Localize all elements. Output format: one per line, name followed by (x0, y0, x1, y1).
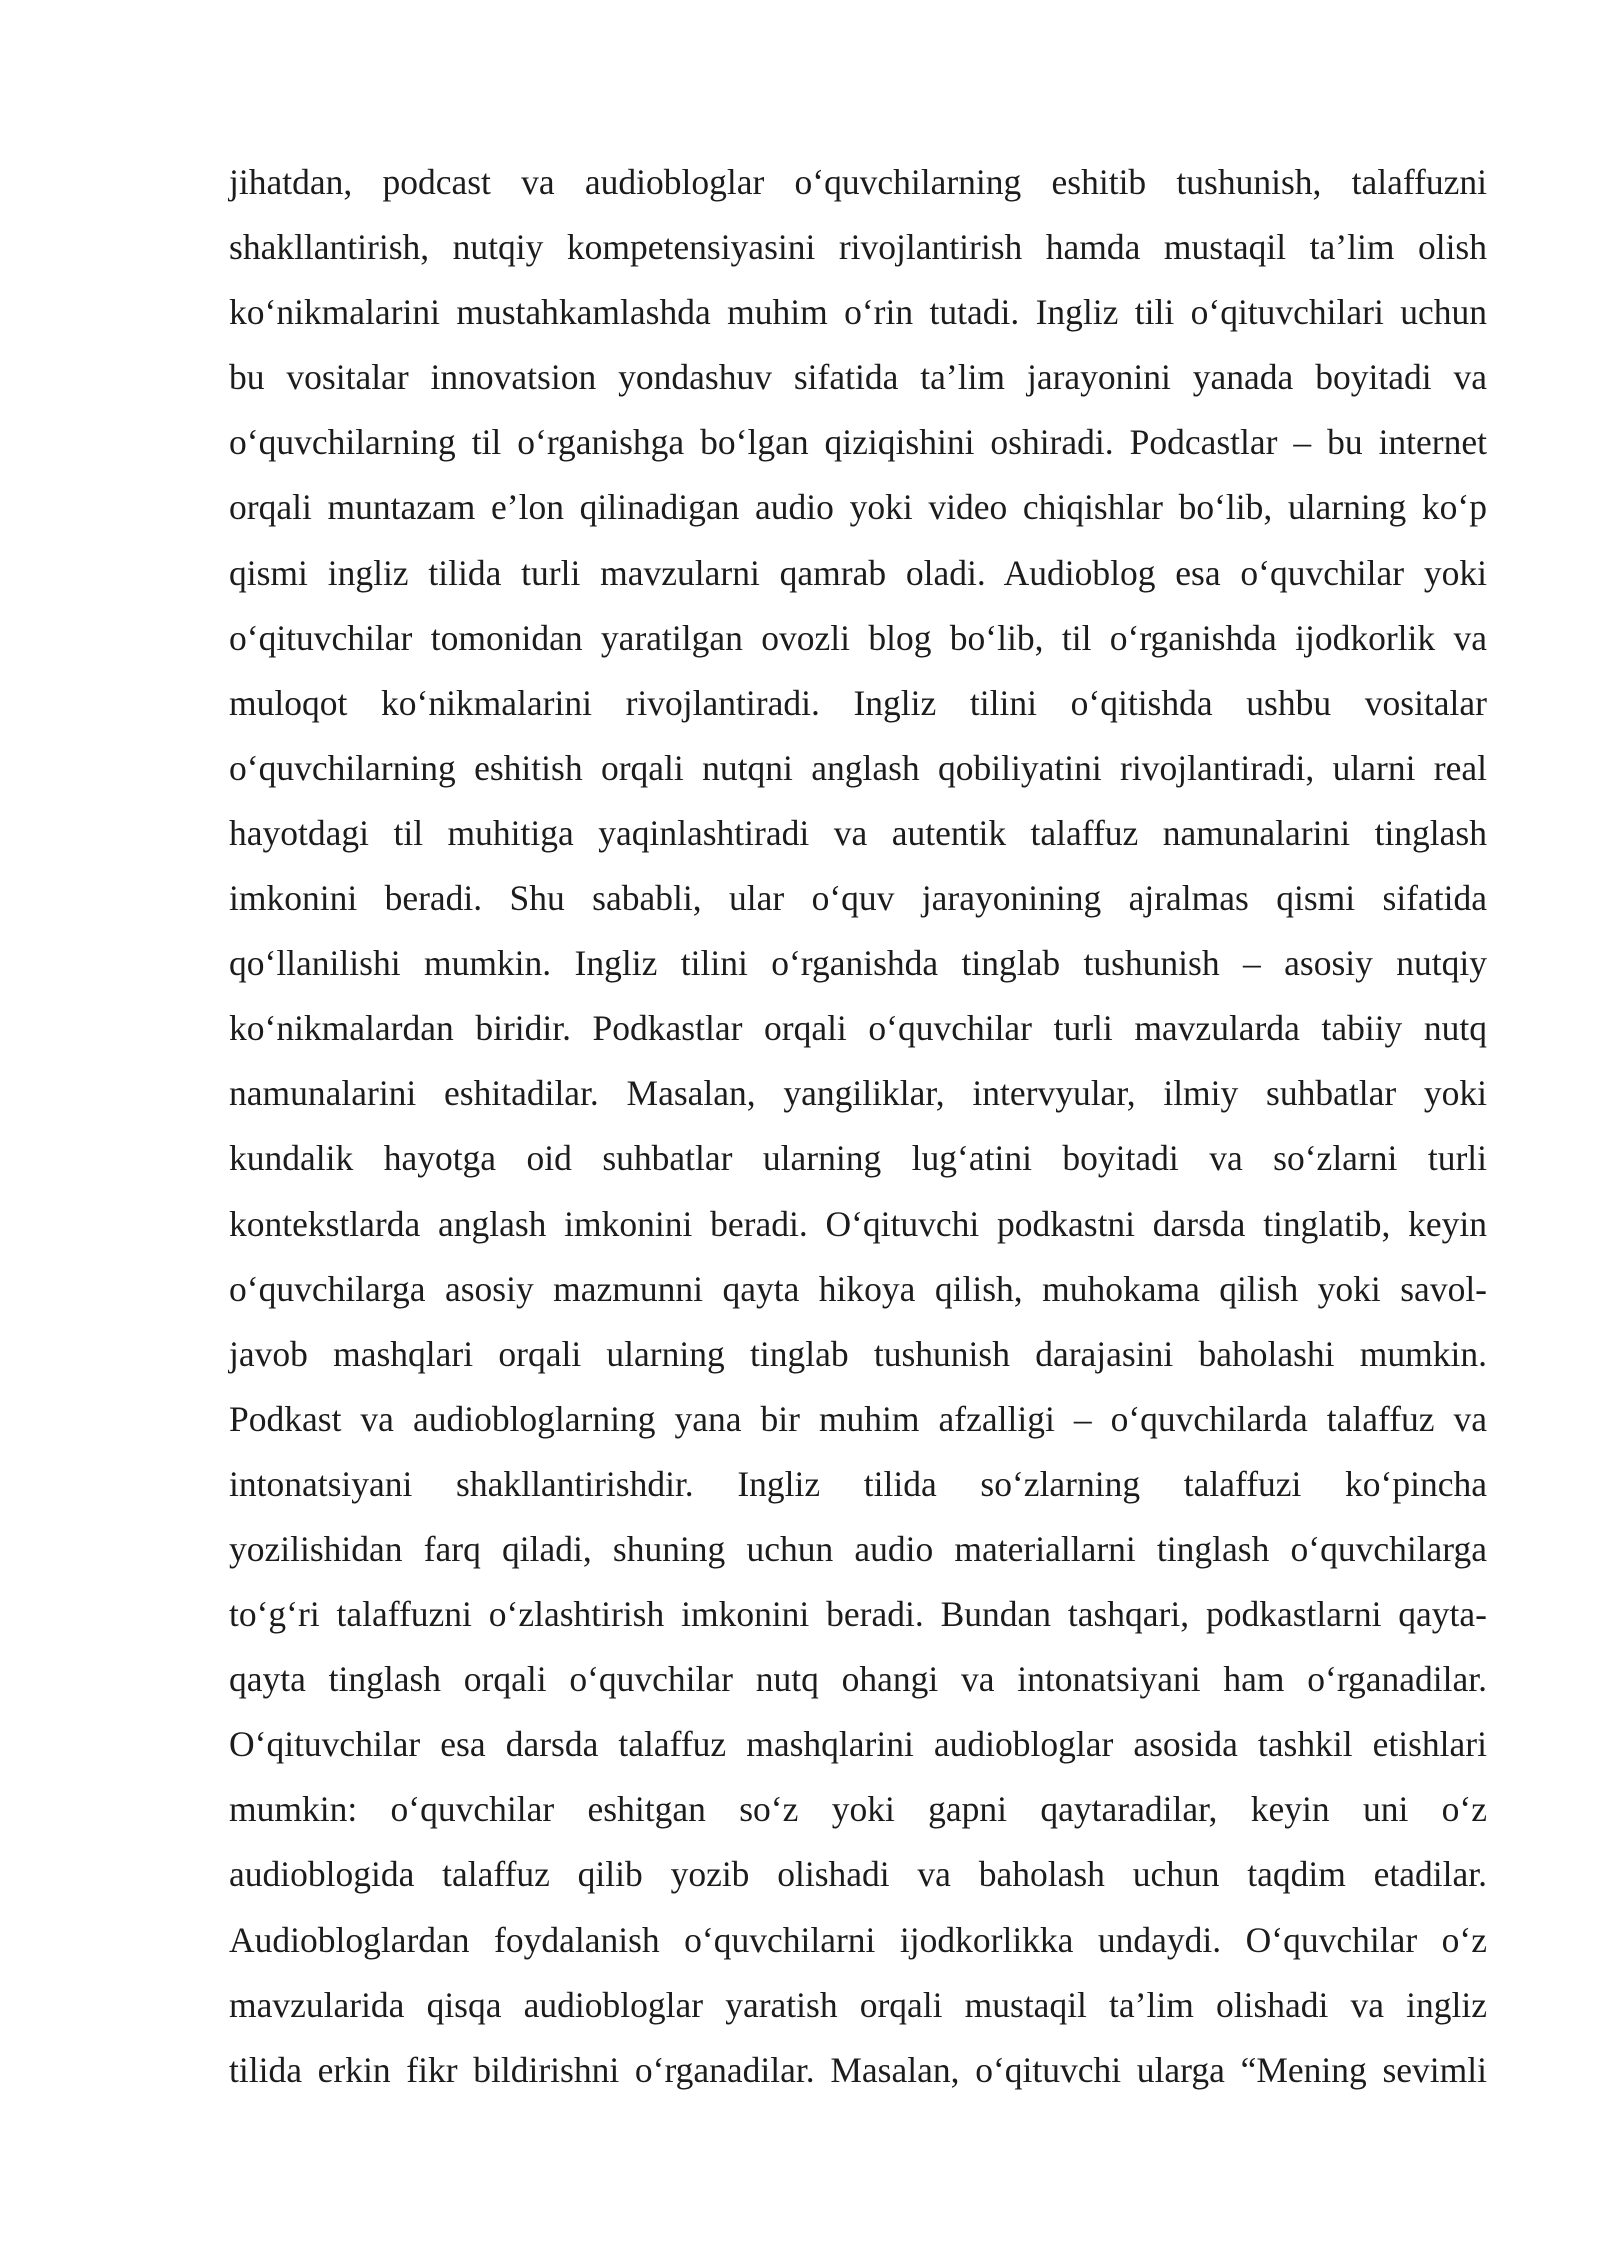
text-line: tilida erkin fikr bildirishni o‘rganadilar. Masalan, o‘qituvchi ularga “Mening sevimli (229, 2049, 1487, 2090)
text-line: hayotdagi til muhitiga yaqinlashtiradi va autentik talaffuz namunalarini tinglash (229, 812, 1487, 853)
text-line: o‘quvchilarning til o‘rganishga bo‘lgan qiziqishini oshiradi. Podcastlar – bu internet (229, 422, 1487, 463)
text-line: Podkast va audiobloglarning yana bir muhim afzalligi – o‘quvchilarda talaffuz va (229, 1398, 1487, 1439)
text-line: qayta tinglash orqali o‘quvchilar nutq ohangi va intonatsiyani ham o‘rganadilar. (229, 1659, 1487, 1700)
text-line: ko‘nikmalarini mustahkamlashda muhim o‘rin tutadi. Ingliz tili o‘qituvchilari uchun (229, 292, 1487, 333)
text-line: imkonini beradi. Shu sababli, ular o‘quv jarayonining ajralmas qismi sifatida (229, 878, 1487, 919)
text-line: audioblogida talaffuz qilib yozib olishadi va baholash uchun taqdim etadilar. (229, 1854, 1487, 1895)
text-line: o‘quvchilarga asosiy mazmunni qayta hikoya qilish, muhokama qilish yoki savol- (229, 1268, 1487, 1309)
text-line: ko‘nikmalardan biridir. Podkastlar orqali o‘quvchilar turli mavzularda tabiiy nutq (229, 1008, 1487, 1049)
text-line: to‘g‘ri talaffuzni o‘zlashtirish imkonini beradi. Bundan tashqari, podkastlarni qayta- (229, 1594, 1487, 1635)
text-line: namunalarini eshitadilar. Masalan, yangiliklar, intervyular, ilmiy suhbatlar yoki (229, 1073, 1487, 1114)
text-line: o‘qituvchilar tomonidan yaratilgan ovozli blog bo‘lib, til o‘rganishda ijodkorlik va (229, 617, 1487, 658)
text-line: intonatsiyani shakllantirishdir. Ingliz tilida so‘zlarning talaffuzi ko‘pincha (229, 1463, 1487, 1504)
text-line: kontekstlarda anglash imkonini beradi. O‘qituvchi podkastni darsda tinglatib, keyin (229, 1203, 1487, 1244)
body-paragraph (229, 150, 1487, 2103)
text-line: mumkin: o‘quvchilar eshitgan so‘z yoki gapni qaytaradilar, keyin uni o‘z (229, 1789, 1487, 1830)
text-line: shakllantirish, nutqiy kompetensiyasini rivojlantirish hamda mustaqil ta’lim olish (229, 227, 1487, 268)
text-line: qo‘llanilishi mumkin. Ingliz tilini o‘rganishda tinglab tushunish – asosiy nutqiy (229, 943, 1487, 984)
text-line: O‘qituvchilar esa darsda talaffuz mashqlarini audiobloglar asosida tashkil etishlari (229, 1724, 1487, 1765)
text-line: kundalik hayotga oid suhbatlar ularning lug‘atini boyitadi va so‘zlarni turli (229, 1138, 1487, 1179)
text-line: jihatdan, podcast va audiobloglar o‘quvchilarning eshitib tushunish, talaffuzni (229, 162, 1487, 202)
text-line: yozilishidan farq qiladi, shuning uchun audio materiallarni tinglash o‘quvchilarga (229, 1528, 1487, 1569)
text-line: qismi ingliz tilida turli mavzularni qamrab oladi. Audioblog esa o‘quvchilar yoki (229, 552, 1487, 593)
text-line: muloqot ko‘nikmalarini rivojlantiradi. Ingliz tilini o‘qitishda ushbu vositalar (229, 682, 1487, 723)
text-line: bu vositalar innovatsion yondashuv sifatida ta’lim jarayonini yanada boyitadi va (229, 357, 1487, 398)
text-line: Audiobloglardan foydalanish o‘quvchilarni ijodkorlikka undaydi. O‘quvchilar o‘z (229, 1919, 1487, 1960)
text-line: orqali muntazam e’lon qilinadigan audio yoki video chiqishlar bo‘lib, ularning ko‘p (229, 487, 1487, 528)
text-line: o‘quvchilarning eshitish orqali nutqni anglash qobiliyatini rivojlantiradi, ularni real (229, 747, 1487, 788)
text-line: mavzularida qisqa audiobloglar yaratish orqali mustaqil ta’lim olishadi va ingliz (229, 1984, 1487, 2025)
text-line: javob mashqlari orqali ularning tinglab tushunish darajasini baholashi mumkin. (229, 1333, 1487, 1374)
